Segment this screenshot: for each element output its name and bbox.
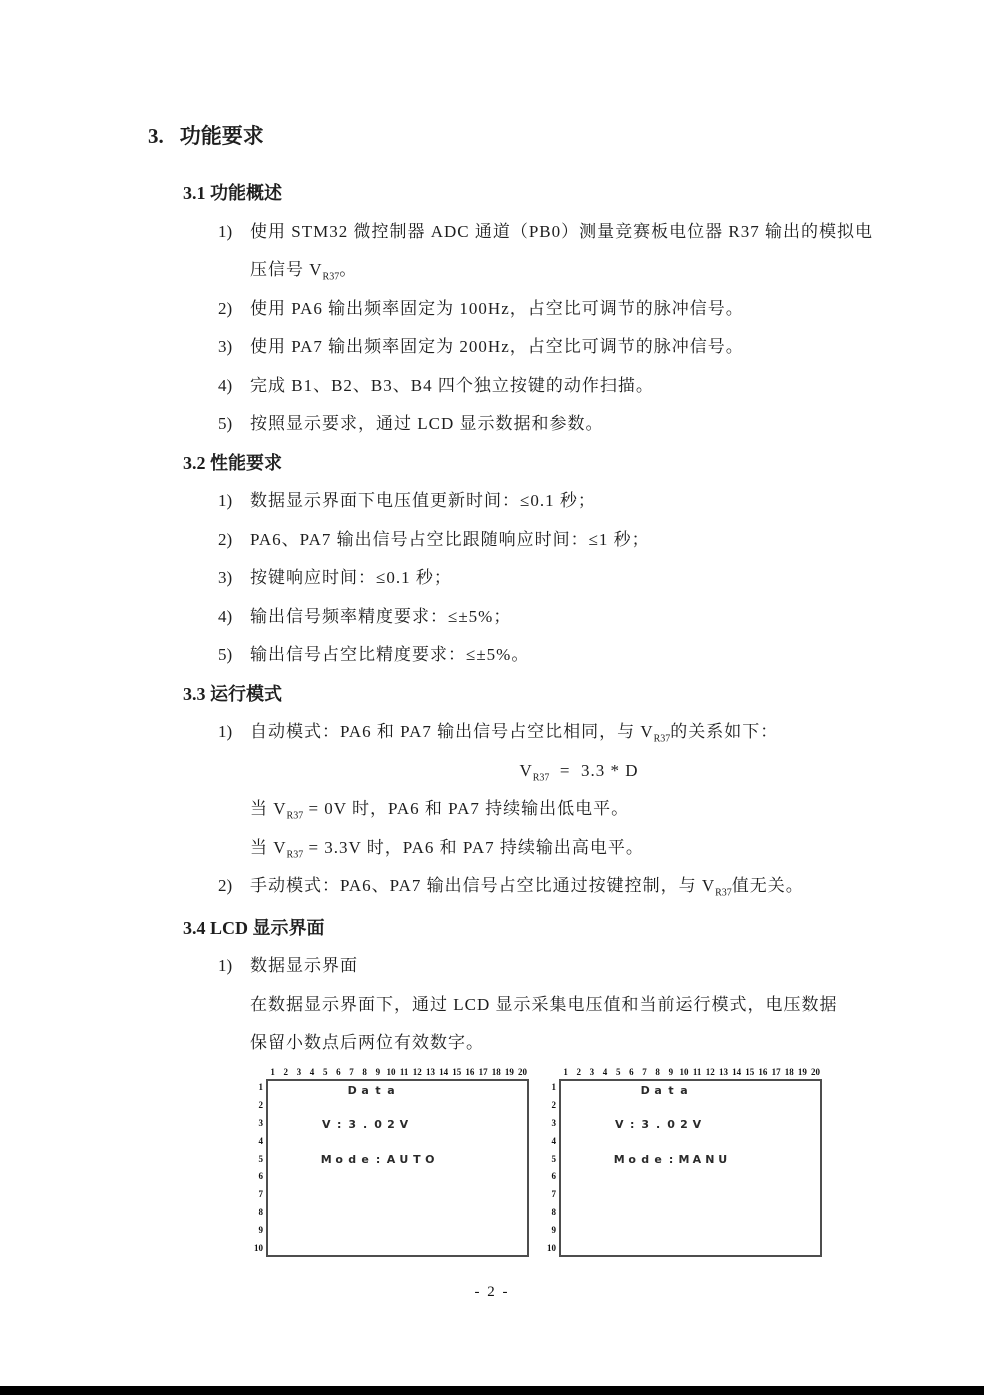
list-item [148, 521, 908, 560]
list-item-text: PA6、PA7 输出信号占空比跟随响应时间：≤1 秒； [250, 529, 650, 549]
list-item-text: 数据显示界面 [250, 956, 358, 975]
lcd-display-area [559, 1079, 822, 1257]
lcd-text-line: V : 3 . 0 2 V [615, 1118, 702, 1132]
list-item-number: 5) [218, 414, 233, 433]
lcd-column-numbers: 1 2 3 4 5 6 7 8 9 10 11 12 13 14 15 16 17 18 19 20 [563, 1066, 821, 1077]
list-item-number: 3) [218, 568, 233, 587]
list-item-text: 手动模式：PA6、PA7 输出信号占空比通过按键控制，与 $V_{R37}$值无关。 [250, 876, 804, 899]
list-item [148, 947, 908, 1063]
lcd-text-line: D a t a [347, 1083, 395, 1097]
title-number: 3. [148, 124, 164, 148]
page-footer: - 2 - [474, 1284, 510, 1300]
list-item-text: 按照显示要求，通过 LCD 显示数据和参数。 [250, 414, 604, 433]
list-item-text: 使用 PA6 输出频率固定为 100Hz，占空比可调节的脉冲信号。 [250, 298, 744, 318]
paragraph-line: 在数据显示界面下，通过 LCD 显示采集电压值和当前运行模式，电压数据 [250, 994, 838, 1014]
list-item-text: 输出信号占空比精度要求：≤±5%。 [250, 645, 530, 664]
lcd-text-line: D a t a [640, 1083, 688, 1097]
lcd-text-line: M o d e : A U T O [320, 1153, 435, 1167]
document-content [148, 0, 908, 1268]
lcd-screen-manu [547, 1066, 822, 1257]
list-item-text: 使用 STM32 微控制器 ADC 通道（PB0）测量竞赛板电位器 R37 输出的模拟电 [250, 221, 873, 241]
list-item-number: 1) [218, 221, 233, 241]
list-item [148, 367, 908, 406]
list-item-number: 1) [218, 491, 233, 510]
list-item-text: 自动模式：PA6 和 PA7 输出信号占空比相同，与 $V_{R37}$的关系如下： [250, 722, 779, 745]
section-heading-3-4: 3.4 LCD 显示界面 [183, 917, 325, 938]
list-item-text: 压信号 $V_{R37}$。 [250, 260, 358, 283]
list-item [148, 482, 908, 521]
lcd-column-numbers: 1 2 3 4 5 6 7 8 9 10 11 12 13 14 15 16 17 18 19 20 [270, 1066, 528, 1077]
list-item [148, 713, 908, 867]
list-item-text: 使用 PA7 输出频率固定为 200Hz，占空比可调节的脉冲信号。 [250, 337, 744, 356]
lcd-text-line: M o d e : M A N U [613, 1153, 728, 1167]
lcd-row-numbers: 1 2 3 4 5 6 7 8 9 10 [254, 1082, 263, 1253]
list-item-text: 按键响应时间：≤0.1 秒； [250, 568, 452, 587]
list-item [148, 636, 908, 675]
list-item-note: 当 $V_{R37} = 3.3V$ 时，PA6 和 PA7 持续输出高电平。 [250, 837, 644, 860]
page-title [148, 117, 908, 156]
lcd-body [254, 1079, 529, 1257]
list-item-number: 2) [218, 529, 233, 549]
lcd-screen-auto [254, 1066, 529, 1257]
section-heading-3-2: 3.2 性能要求 [183, 452, 282, 473]
list-item [148, 290, 908, 329]
list-item [148, 405, 908, 444]
lcd-body [547, 1079, 822, 1257]
list-item [148, 559, 908, 598]
section-heading-3-3: 3.3 运行模式 [183, 683, 282, 704]
list-item-text: 完成 B1、B2、B3、B4 四个独立按键的动作扫描。 [250, 375, 654, 395]
list-item-text: 输出信号频率精度要求：≤±5%； [250, 606, 512, 626]
list-item-number: 4) [218, 606, 233, 626]
lcd-display-area [266, 1079, 529, 1257]
list-item-number: 1) [218, 722, 233, 741]
section-heading-3-1: 3.1 功能概述 [183, 183, 282, 203]
lcd-text-line: V : 3 . 0 2 V [322, 1118, 409, 1132]
voltage-formula: $V_{R37} = 3.3 * D$ [519, 760, 639, 783]
list-item [148, 598, 908, 637]
list-item [148, 213, 908, 290]
title-text: 功能要求 [179, 124, 264, 148]
list-item [148, 328, 908, 367]
list-item-number: 4) [218, 375, 233, 395]
page-edge-bar [0, 1386, 984, 1395]
list-item-number: 3) [218, 337, 233, 356]
list-item [148, 867, 908, 906]
list-item-number: 5) [218, 645, 233, 664]
list-item-note: 当 $V_{R37} = 0V$ 时，PA6 和 PA7 持续输出低电平。 [250, 799, 630, 822]
lcd-diagrams [148, 1066, 908, 1268]
paragraph-line: 保留小数点后两位有效数字。 [250, 1033, 484, 1052]
list-item-number: 1) [218, 956, 233, 975]
list-item-number: 2) [218, 876, 233, 895]
list-item-text: 数据显示界面下电压值更新时间：≤0.1 秒； [250, 491, 596, 510]
lcd-row-numbers: 1 2 3 4 5 6 7 8 9 10 [547, 1082, 556, 1253]
list-item-number: 2) [218, 298, 233, 318]
